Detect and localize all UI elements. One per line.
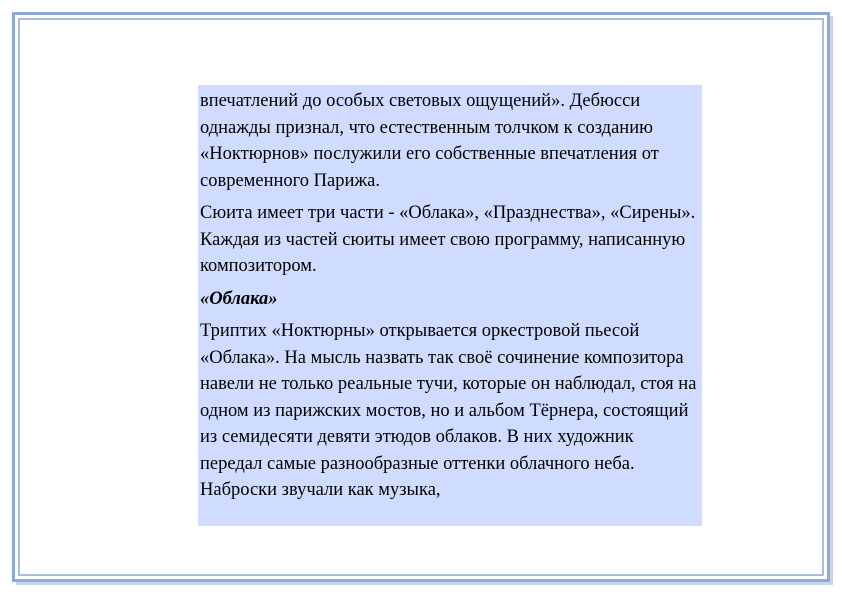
text-box[interactable] — [198, 85, 702, 526]
paragraph-clouds: Триптих «Ноктюрны» открывается оркестровой пьесой «Облака». На мысль назвать так своё сочинение композитора навели не только реальные тучи, которые он наблюдал, стоя на одном из парижских мостов, но и альбом Тёрнера, состоящий из семидесяти девяти этюдов облаков. В них художник передал самые разнообразные оттенки облачного неба. Наброски звучали как музыка, — [200, 321, 697, 500]
section-heading-clouds: «Облака» — [200, 288, 278, 309]
frame-shadow-bottom — [16, 582, 833, 585]
paragraph-suite-parts: Сюита имеет три части - «Облака», «Празднества», «Сирены». Каждая из частей сюиты имеет свою программу, написанную композитором. — [200, 203, 696, 276]
frame-shadow-right — [830, 16, 833, 584]
paragraph-impressions: впечатлений до особых световых ощущений». Дебюсси однажды признал, что естественным толчком к созданию «Ноктюрнов» послужили его собственные впечатления от современного Парижа. — [200, 91, 659, 191]
